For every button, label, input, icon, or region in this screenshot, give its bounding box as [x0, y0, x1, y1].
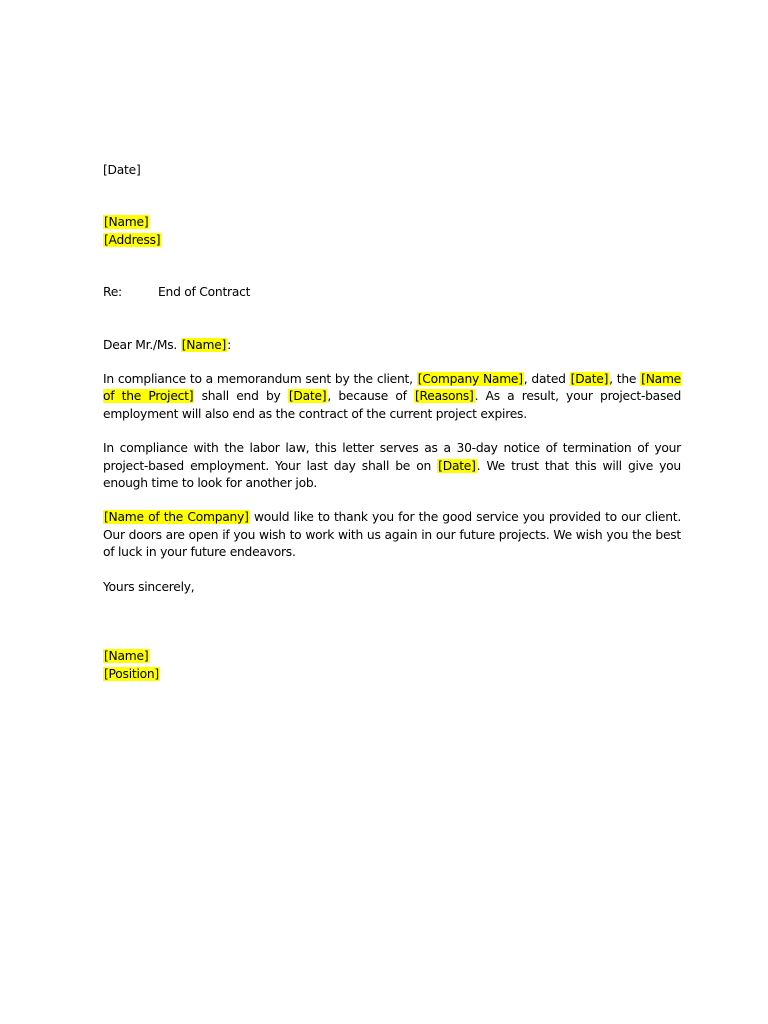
paragraph-3 — [103, 509, 681, 561]
project-name-placeholder: [Name of the Project] — [103, 372, 681, 404]
salutation-prefix: Dear Mr./Ms. — [103, 337, 181, 352]
salutation-suffix: : — [227, 337, 231, 352]
recipient-address: [Address] — [104, 232, 161, 247]
closing: Yours sincerely, — [103, 579, 195, 594]
paragraph-2-text: In compliance with the labor law, this letter serves as a 30-day notice of termination of your project-based employment. Your last day shall be on — [103, 441, 681, 473]
re-line — [103, 284, 681, 301]
paragraph-2-text: . We trust that this will give you enough time to look for another job. — [103, 458, 681, 491]
company-placeholder: [Name of the Company] — [104, 510, 249, 525]
recipient-name: [Name] — [104, 215, 149, 230]
signature-block — [103, 648, 681, 683]
recipient-block — [103, 214, 681, 249]
paragraph-1-text: shall end by — [194, 389, 288, 404]
date-placeholder: [Date] — [570, 372, 609, 387]
paragraph-1-text: , the — [609, 372, 641, 387]
paragraph-3-text: would like to thank you for the good service you provided to our client. Our doors are open if you wish to work with us again in our future projects. We wish you the best of luck in your future endeavors. — [103, 510, 681, 560]
re-subject: End of Contract — [158, 285, 251, 300]
paragraph-1 — [103, 371, 681, 423]
paragraph-1-text: In compliance to a memorandum sent by the client, — [103, 372, 417, 387]
re-label: Re: — [103, 285, 122, 300]
paragraph-1-text: . As a result, your project-based employment will also end as the contract of the current project expires. — [103, 389, 681, 421]
salutation-name: [Name] — [181, 337, 227, 352]
reasons-placeholder: [Reasons] — [415, 389, 474, 404]
salutation — [103, 337, 681, 354]
sender-name: [Name] — [104, 649, 149, 664]
company-name-placeholder: [Company Name] — [417, 372, 523, 387]
paragraph-1-text: , because of — [327, 389, 414, 404]
paragraph-1-text: , dated — [523, 372, 570, 387]
letter-date: [Date] — [103, 163, 141, 177]
letter-body — [103, 162, 681, 683]
end-date-placeholder: [Date] — [288, 389, 327, 404]
sender-position: [Position] — [104, 666, 159, 681]
paragraph-2 — [103, 440, 681, 492]
last-day-placeholder: [Date] — [438, 458, 476, 473]
